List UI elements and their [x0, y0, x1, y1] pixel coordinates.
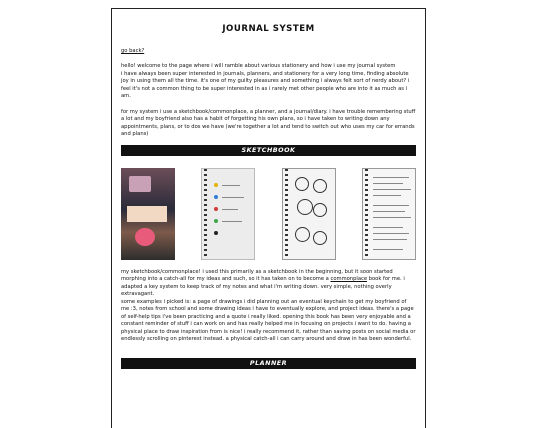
sketchbook-cover-photo[interactable]: [121, 168, 175, 260]
sketchbook-color-dots-photo[interactable]: [201, 168, 255, 260]
intro-paragraph-1: hello! welcome to the page where i will ramble about various stationery and how i use my journal system: [121, 63, 396, 69]
section-heading-planner: PLANNER: [121, 358, 416, 369]
sketchbook-paragraph-1: [121, 269, 416, 299]
sketchbook-photo-row: [121, 168, 416, 260]
commonplace-link[interactable]: commonplace: [330, 276, 368, 282]
go-back-link[interactable]: go back?: [121, 48, 145, 54]
intro-paragraph-2: i have always been super interested in journals, planners, and stationery for a very long time, finding absolute joy in using them all the time. it's one of my guilty pleasures and something i always felt sort of nerdy about? i feel it's not a common thing to be super interested in as i rarely met other people who are into it as much as i am.: [121, 70, 410, 99]
sketchbook-doodles-photo[interactable]: [282, 168, 336, 260]
journal-page: [111, 8, 426, 428]
sketchbook-text-b: book for me. i adapted a key system to keep track of my notes and what i'm writing down. very simple, nothing overly extravagant.: [121, 276, 405, 297]
page-title: JOURNAL SYSTEM: [222, 24, 315, 34]
sketchbook-notes-photo[interactable]: [362, 168, 416, 260]
section-heading-sketchbook: SKETCHBOOK: [121, 145, 416, 156]
sketchbook-text-a: my sketchbook/commonplace! i used this primarily as a sketchbook in the beginning, but it soon started morphing into a catch-all for my ideas and such, so it has taken on to become a: [121, 268, 393, 282]
intro-paragraph-3: for my system i use a sketchbook/commonplace, a planner, and a journal/diary. i have trouble remembering stuff a lot and my boyfriend also has a habit of forgetting his own plans, so i have taken to writing down any appointments, plans, or to dos we have (we're together a lot and tend to switch out who uses my car for errands and plans): [121, 108, 416, 137]
sketchbook-paragraph-2: some examples i picked is: a page of drawings i did planning out an eventual keychain to get my boyfriend of me :3, notes from school and some drawing ideas i have to eventually explore, and project ideas. there's a page of self-help tips i've been practicing and a quote i really liked. opening this book has been very enjoyable and a constant reminder of stuff i can work on and has really helped me in focusing on projects i want to do. having a physical place to draw inspiration from is nice! i really recommend it, rather than saving posts on social media or endlessly scrolling on pinterest instead. a physical catch-all i can carry around and draw in has been wonderful.: [121, 298, 416, 342]
